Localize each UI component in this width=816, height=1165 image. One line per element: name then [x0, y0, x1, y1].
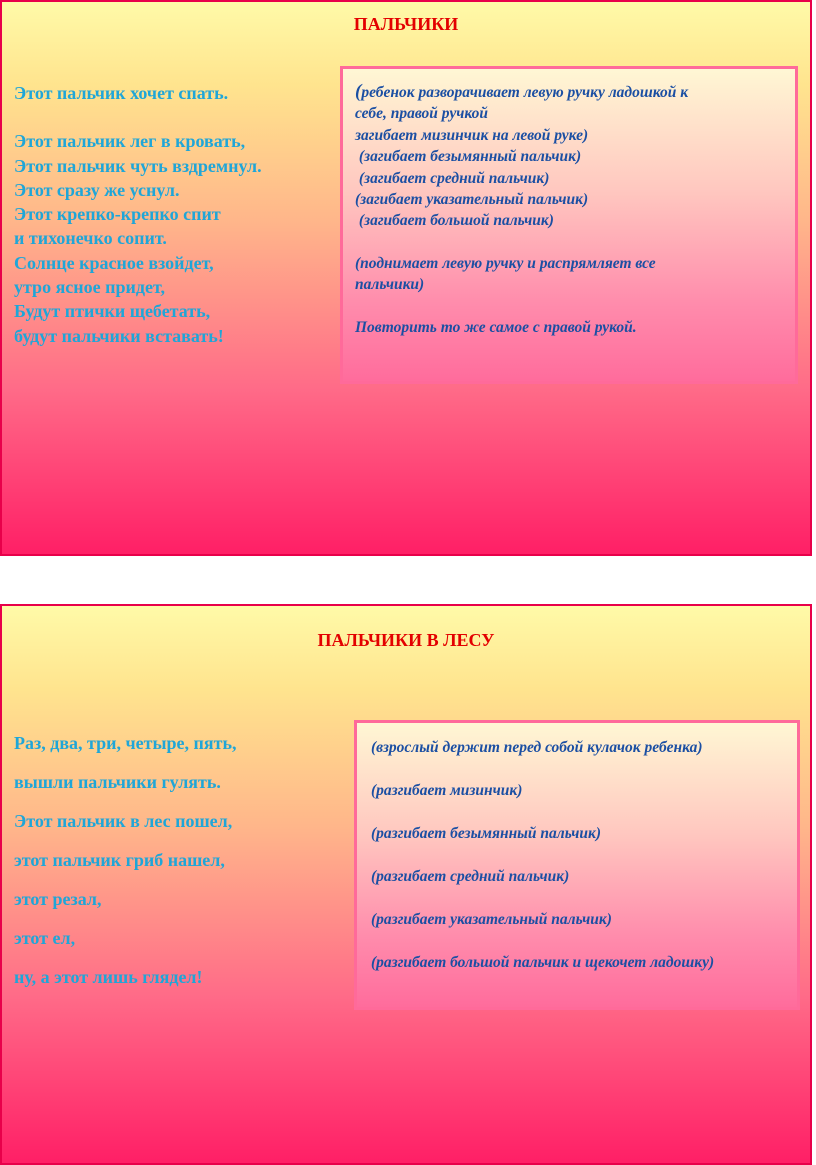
instruction-line: загибает мизинчик на левой руке) [355, 126, 589, 144]
instruction-line: (загибает указательный пальчик) [355, 191, 589, 209]
poem-line: Этот крепко-крепко спит [14, 204, 221, 225]
open-paren: ( [355, 81, 362, 102]
paragraph-gap [355, 232, 783, 253]
instruction-line: (разгибает средний пальчик) [371, 867, 570, 885]
poem-line: Этот сразу же уснул. [14, 179, 180, 200]
instruction-line: (взрослый держит перед собой кулачок ребенка) [371, 739, 703, 756]
slide-palchiki [0, 0, 812, 556]
stanza-gap [14, 105, 262, 129]
poem-line: Солнце красное взойдет, [14, 252, 214, 273]
poem-line: этот резал, [14, 889, 102, 909]
poem-line: Этот пальчик лег в кровать, [14, 131, 246, 152]
instruction-line: (разгибает указательный пальчик) [371, 910, 612, 928]
instructions-box [340, 66, 798, 384]
instruction-line: (загибает средний пальчик) [355, 169, 550, 187]
poem-line: этот пальчик гриб нашел, [14, 850, 225, 870]
poem-line: будут пальчики вставать! [14, 325, 224, 346]
poem-line: Этот пальчик в лес пошел, [14, 811, 233, 831]
poem-line: Этот пальчик хочет спать. [14, 83, 229, 103]
poem-line: вышли пальчики гулять. [14, 772, 221, 792]
slide-title: ПАЛЬЧИКИ В ЛЕСУ [317, 630, 495, 650]
slide-title: ПАЛЬЧИКИ [353, 14, 459, 34]
poem-line: ну, а этот лишь глядел! [14, 967, 203, 987]
instruction-line: себе, правой ручкой [355, 105, 488, 123]
poem-text [14, 81, 262, 348]
instruction-line: пальчики) [355, 276, 425, 294]
instruction-line: Повторить то же самое с правой рукой. [355, 318, 637, 336]
instruction-line: (разгибает мизинчик) [371, 781, 523, 799]
poem-line: этот ел, [14, 928, 76, 948]
poem-line: Будут птички щебетать, [14, 301, 211, 322]
instruction-line: (загибает большой пальчик) [355, 212, 554, 230]
instruction-text: ребенок разворачивает левую ручку ладошкой к [361, 84, 689, 101]
paragraph-gap [355, 296, 783, 317]
poem-line: утро ясное придет, [14, 277, 165, 298]
instruction-line [355, 81, 783, 103]
instruction-line: (поднимает левую ручку и распрямляет все [355, 254, 656, 272]
poem-line: Этот пальчик чуть вздремнул. [14, 155, 262, 176]
instruction-line: (разгибает безымянный пальчик) [371, 824, 602, 842]
instruction-line: (загибает безымянный пальчик) [355, 148, 582, 166]
instructions-box [354, 720, 800, 1010]
slide-palchiki-v-lesu [0, 604, 812, 1165]
poem-text [14, 724, 237, 997]
instruction-line: (разгибает большой пальчик и щекочет ладошку) [371, 953, 715, 971]
poem-line: и тихонечко сопит. [14, 228, 167, 249]
poem-line: Раз, два, три, четыре, пять, [14, 733, 237, 753]
